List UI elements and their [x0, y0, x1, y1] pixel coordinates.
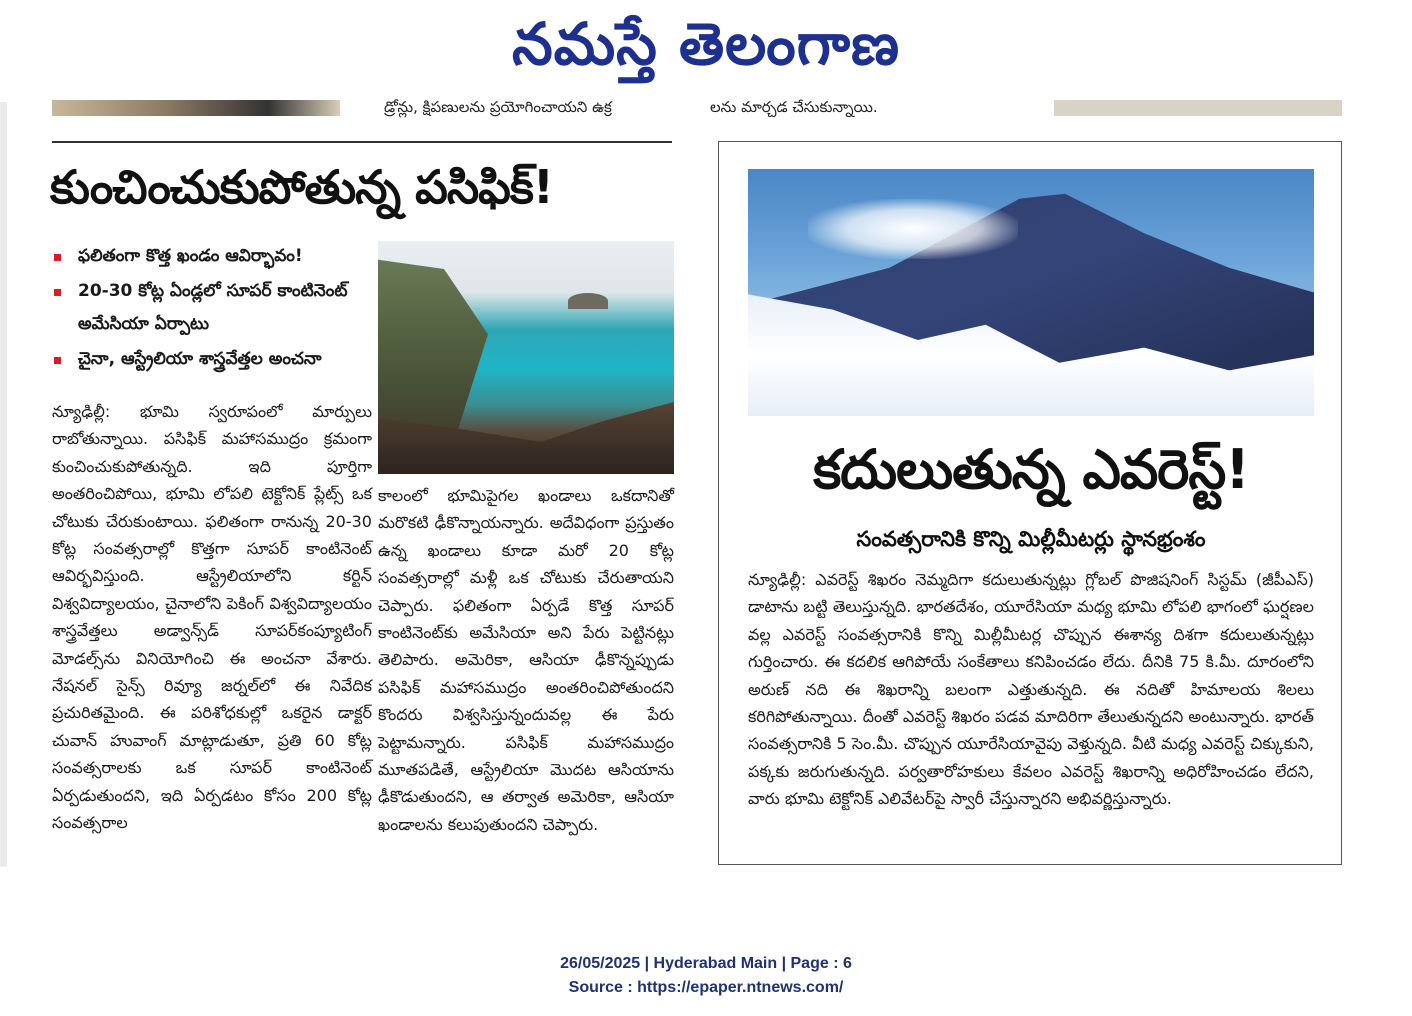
footer-source-link[interactable]: Source : https://epaper.ntnews.com/ [568, 979, 844, 996]
bullet-square-icon [54, 254, 61, 261]
prev-article-snippet-middle: డ్రోన్లు, క్షిపణులను ప్రయోగించాయని ఉక్ర [384, 98, 612, 116]
footer-date-edition: 26/05/2025 | Hyderabad Main | Page : 6 [560, 955, 852, 972]
bullet-square-icon [54, 289, 61, 296]
photo-islet [568, 293, 608, 309]
article-everest-headline: కదులుతున్న ఎవరెస్ట్! [813, 438, 1249, 501]
article-pacific-column-1: న్యూఢిల్లీ: భూమి స్వరూపంలో మార్పులు రాబోతున్నాయి. పసిఫిక్ మహాసముద్రం క్రమంగా కుంచించుకుపోతున్నది. ఇది పూర్తిగా అంతరించిపోయి, భూమి లోపలి టెక్టోనిక్ ప్లేట్స్ ఒక చోటుకు చేరుకుంటాయి. ఫలితంగా రానున్న 20-30 కోట్ల సంవత్సరాల్లో కొత్తగా సూపర్ కాంటినెంట్ ఆవిర్భవిస్తుంది. ఆస్ట్రేలియాలోని కర్టిన్ విశ్వవిద్యాలయం, చైనాలోని పెకింగ్ విశ్వవిద్యాలయం శాస్త్రవేత్తలు అడ్వాన్స్‌డ్ సూపర్‌కంప్యూటింగ్ మోడల్స్‌ను వినియోగించి ఈ అంచనా వేశారు. నేషనల్ సైన్స్ రివ్యూ జర్నల్‌లో ఈ నివేదిక ప్రచురితమైంది. ఈ పరిశోధకుల్లో ఒకరైన డాక్టర్ చువాన్ హువాంగ్ మాట్లాడుతూ, ప్రతి 60 కోట్ల సంవత్సరాలకు ఒక సూపర్ కాంటినెంట్ ఏర్పడుతుందని, ఇది ఏర్పడటం కోసం 200 కోట్ల సంవత్సరాల [52, 402, 372, 833]
prev-article-photo-strip-right [1054, 100, 1342, 116]
page-footer [0, 952, 1412, 1000]
pacific-coast-photo [378, 241, 674, 474]
highlight-item: చైనా, ఆస్ట్రేలియా శాస్త్రవేత్తల అంచనా [52, 343, 372, 376]
article-pacific-highlights [52, 240, 372, 378]
page-edge-bar [0, 102, 7, 867]
everest-photo [748, 169, 1314, 416]
article-everest-body: న్యూఢిల్లీ: ఎవరెస్ట్ శిఖరం నెమ్మదిగా కదులుతున్నట్లు గ్లోబల్ పొజిషనింగ్ సిస్టమ్ (జీపీఎస్) డాటాను బట్టి తెలుస్తున్నది. భారతదేశం, యూరేసియా మధ్య భూమి లోపలి భాగంలో ఘర్షణల వల్ల ఎవరెస్ట్ సంవత్సరానికి కొన్ని మిల్లీమీటర్ల చొప్పున ఈశాన్య దిశగా కదులుతున్నట్లు గుర్తించారు. ఈ కదలిక ఆగిపోయే సంకేతాలు కనిపించడం లేదు. దీనికి 75 కి.మీ. దూరంలోని అరుణ్ నది ఈ శిఖరాన్ని బలంగా ఎత్తుతున్నది. ఈ నదితో హిమాలయ శిలలు కరిగిపోతున్నాయి. దీంతో ఎవరెస్ట్ శిఖరం పడవ మాదిరిగా తేలుతున్నదని అంటున్నారు. భారత్ సంవత్సరానికి 5 సెం.మీ. చొప్పున యూరేసియావైపు వెళ్తున్నది. వీటి మధ్య ఎవరెస్ట్ చిక్కుకుని, పక్కకు జరుగుతున్నది. పర్వతారోహకులు కేవలం ఎవరెస్ట్ శిఖరాన్ని అధిరోహించడం లేదని, వారు భూమి టెక్టోనిక్ ఎలివేటర్‌పై స్వారీ చేస్తున్నారని అభివర్ణిస్తున్నారు. [748, 570, 1314, 809]
section-divider [52, 141, 672, 143]
prev-article-photo-strip [52, 100, 340, 116]
prev-article-snippet-right: లను మార్చడ చేసుకున్నాయి. [710, 98, 878, 116]
article-pacific-headline: కుంచించుకుపోతున్న పసిఫిక్! [50, 160, 553, 214]
bullet-square-icon [54, 357, 61, 364]
article-everest-subhead: సంవత్సరానికి కొన్ని మిల్లీమీటర్లు స్థానభ్రంశం [856, 527, 1206, 551]
article-pacific-column-2: కాలంలో భూమిపైగల ఖండాలు ఒకదానితో మరొకటి ఢీకొన్నాయన్నారు. అదేవిధంగా ప్రస్తుతం ఉన్న ఖండాలు కూడా మరో 20 కోట్ల సంవత్సరాల్లో మళ్లీ ఒక చోటుకు చేరుతాయని చెప్పారు. ఫలితంగా ఏర్పడే కొత్త సూపర్ కాంటినెంట్‌కు అమేసియా అని పేరు పెట్టినట్లు తెలిపారు. అమెరికా, ఆసియా ఢీకొన్నప్పుడు పసిఫిక్ మహాసముద్రం అంతరించిపోతుందని కొందరు విశ్వసిస్తున్నందువల్ల ఈ పేరు పెట్టామన్నారు. పసిఫిక్ మహాసముద్రం మూతపడితే, ఆస్ట్రేలియా మొదట ఆసియాను ఢీకొడుతుందని, ఆ తర్వాత అమెరికా, ఆసియా ఖండాలను కలుపుతుందని చెప్పారు. [378, 486, 674, 834]
masthead-logo: నమస్తే తెలంగాణ [512, 10, 900, 78]
highlight-item: ఫలితంగా కొత్త ఖండం ఆవిర్భావం! [52, 240, 372, 273]
highlight-item: 20-30 కోట్ల ఏండ్లలో సూపర్ కాంటినెంట్ అమేసియా ఏర్పాటు [52, 275, 372, 341]
photo-cloud [808, 199, 1018, 259]
